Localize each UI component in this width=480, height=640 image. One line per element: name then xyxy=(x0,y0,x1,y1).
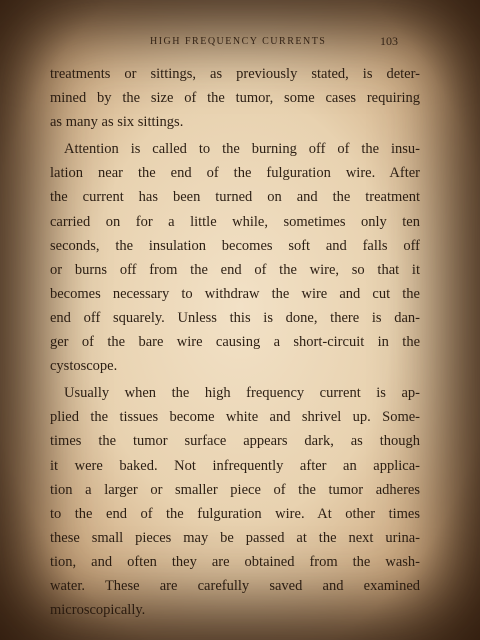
paragraph-2 xyxy=(50,137,420,378)
text-line: lation near the end of the fulguration wire. After xyxy=(50,165,420,182)
text-line: end off squarely. Unless this is done, there is dan- xyxy=(50,309,420,326)
text-line: to the end of the fulguration wire. At other times xyxy=(50,505,420,522)
text-line: carried on for a little while, sometimes only ten xyxy=(50,213,420,230)
text-line: water. These are carefully saved and examined xyxy=(50,577,420,594)
text-line: plied the tissues become white and shrivel up. Some- xyxy=(50,409,420,426)
text-line: ger of the bare wire causing a short-circuit in the xyxy=(50,334,420,351)
text-line: as many as six sittings. xyxy=(50,114,184,131)
text-line: Attention is called to the burning off of the insu- xyxy=(64,141,420,158)
text-line: cystoscope. xyxy=(50,358,118,375)
text-line: microscopically. xyxy=(50,602,146,619)
text-line: mined by the size of the tumor, some cases requiring xyxy=(50,90,420,107)
text-line: seconds, the insulation becomes soft and falls off xyxy=(50,237,420,254)
text-line: or burns off from the end of the wire, so that it xyxy=(50,261,420,278)
text-line: treatments or sittings, as previously stated, is deter- xyxy=(50,66,420,82)
running-title: HIGH FREQUENCY CURRENTS xyxy=(150,36,327,47)
text-line: times the tumor surface appears dark, as though xyxy=(50,433,420,450)
text-line: Usually when the high frequency current is ap- xyxy=(64,385,420,402)
text-line: tion, and often they are obtained from the wash- xyxy=(50,553,420,570)
text-line: the current has been turned on and the treatment xyxy=(50,189,420,206)
page-number: 103 xyxy=(380,34,398,48)
text-line: these small pieces may be passed at the next urina- xyxy=(50,529,420,546)
text-line: becomes necessary to withdraw the wire and cut the xyxy=(50,285,420,302)
text-line: tion a larger or smaller piece of the tumor adheres xyxy=(50,481,420,498)
body-text xyxy=(50,62,420,622)
text-line: it were baked. Not infrequently after an applica- xyxy=(50,457,420,474)
paragraph-1 xyxy=(50,62,420,134)
paragraph-3 xyxy=(50,381,420,622)
